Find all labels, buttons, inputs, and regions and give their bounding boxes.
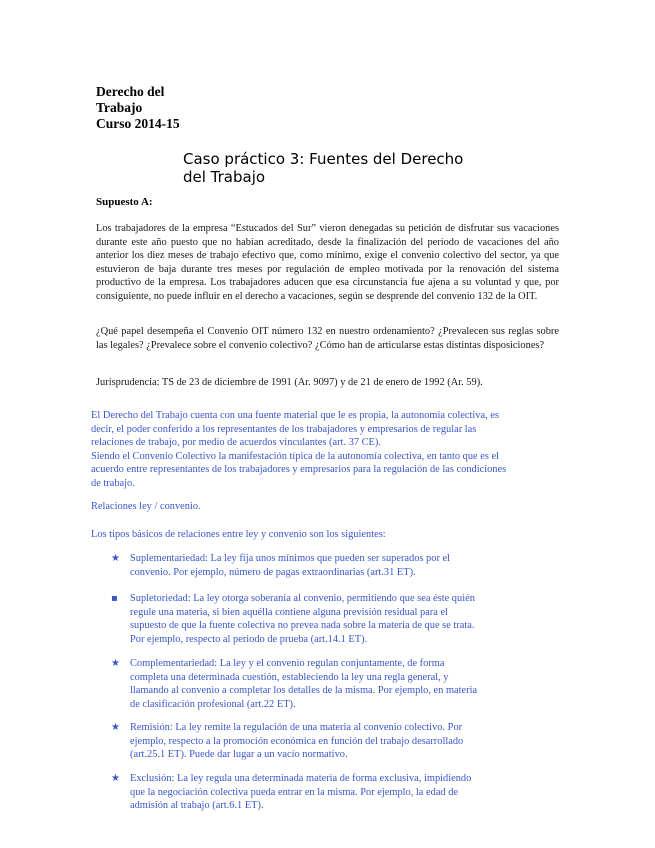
square-bullet-icon: ▪ <box>111 593 118 604</box>
types-intro: Los tipos básicos de relaciones entre ley y convenio son los siguientes: <box>91 529 386 540</box>
course-line-2: Trabajo <box>96 100 143 115</box>
answer-intro-paragraph-2: Siendo el Convenio Colectivo la manifestación típica de la autonomía colectiva, en tanto que es el acuerdo entre representantes de los trabajadores y empresarios para la regulación de las condiciones de trabajo. <box>91 450 507 489</box>
list-item-remision: Remisión: La ley remite la regulación de una materia al convenio colectivo. Por ejemplo, respecto a la promoción económica en función del trabajo desarrollado (art.25.1 ET). Puede dar lugar a un vacío normativo. <box>130 722 464 760</box>
list-item-exclusion: Exclusión: La ley regula una determinada materia de forma exclusiva, impidiendo que la negociación colectiva pueda entrar en la misma. Por ejemplo, la edad de admisión al trabajo (art.6.1 ET). <box>130 773 472 811</box>
course-line-3: Curso 2014-15 <box>96 116 180 131</box>
case-subheading: Supuesto A: <box>96 196 153 208</box>
star-bullet-icon: ★ <box>111 773 120 784</box>
relations-heading: Relaciones ley / convenio. <box>91 501 201 512</box>
course-line-1: Derecho del <box>96 84 165 99</box>
answer-intro-paragraph-1: El Derecho del Trabajo cuenta con una fuente material que le es propia, la autonomía colectiva, es decir, el poder conferido a los representantes de los trabajadores y empresarios de regular las relaciones de trabajo, por medio de acuerdos vinculantes (art. 37 CE). <box>91 410 499 448</box>
course-header <box>96 84 180 132</box>
star-bullet-icon: ★ <box>111 553 120 564</box>
case-questions: ¿Qué papel desempeña el Convenio OIT número 132 en nuestro ordenamiento? ¿Prevalecen sus reglas sobre las legales? ¿Prevalece sobre el convenio colectivo? ¿Cómo han de articularse estas distintas disposiciones? <box>96 326 559 351</box>
answer-intro <box>91 409 511 490</box>
list-item-complementariedad: Complementariedad: La ley y el convenio regulan conjuntamente, de forma completa una determinada cuestión, estableciendo la ley una regla general, y llamando al convenio a completar los detalles de la misma. Por ejemplo, en materia de clasificación profesional (art.22 ET). <box>130 658 478 710</box>
document-title: Caso práctico 3: Fuentes del Derecho del Trabajo <box>183 150 464 186</box>
star-bullet-icon: ★ <box>111 722 120 733</box>
star-bullet-icon: ★ <box>111 658 120 669</box>
list-item-suplementariedad: Suplementariedad: La ley fija unos mínimos que pueden ser superados por el convenio. Por ejemplo, número de pagas extraordinarias (art.31 ET). <box>130 553 451 578</box>
list-item-supletoriedad: Supletoriedad: La ley otorga soberanía al convenio, permitiendo que sea éste quién regule una materia, si bien aquélla contiene alguna previsión residual para el supuesto de que la fuente colectiva no prevea nada sobre la materia de que se trata. Por ejemplo, respecto al periodo de prueba (art.14.1 ET). <box>130 593 475 645</box>
case-paragraph-1: Los trabajadores de la empresa “Estucados del Sur” vieron denegadas su petición de disfrutar sus vacaciones durante este año puesto que no habían acreditado, desde la finalización del período de vacaciones del año anterior los diez meses de trabajo efectivo que, como mínimo, exige el convenio colectivo del sector, ya que estuvieron de baja durante tres meses por regulación de empleo motivada por la renovación del sistema productivo de la empresa. Los trabajadores aducen que esa circunstancia fue ajena a su voluntad y que, por consiguiente, no puede influir en el derecho a vacaciones, según se desprende del convenio 132 de la OIT. <box>96 223 559 302</box>
case-jurisprudence: Jurisprudencia: TS de 23 de diciembre de 1991 (Ar. 9097) y de 21 de enero de 1992 (Ar. 59). <box>96 377 483 388</box>
